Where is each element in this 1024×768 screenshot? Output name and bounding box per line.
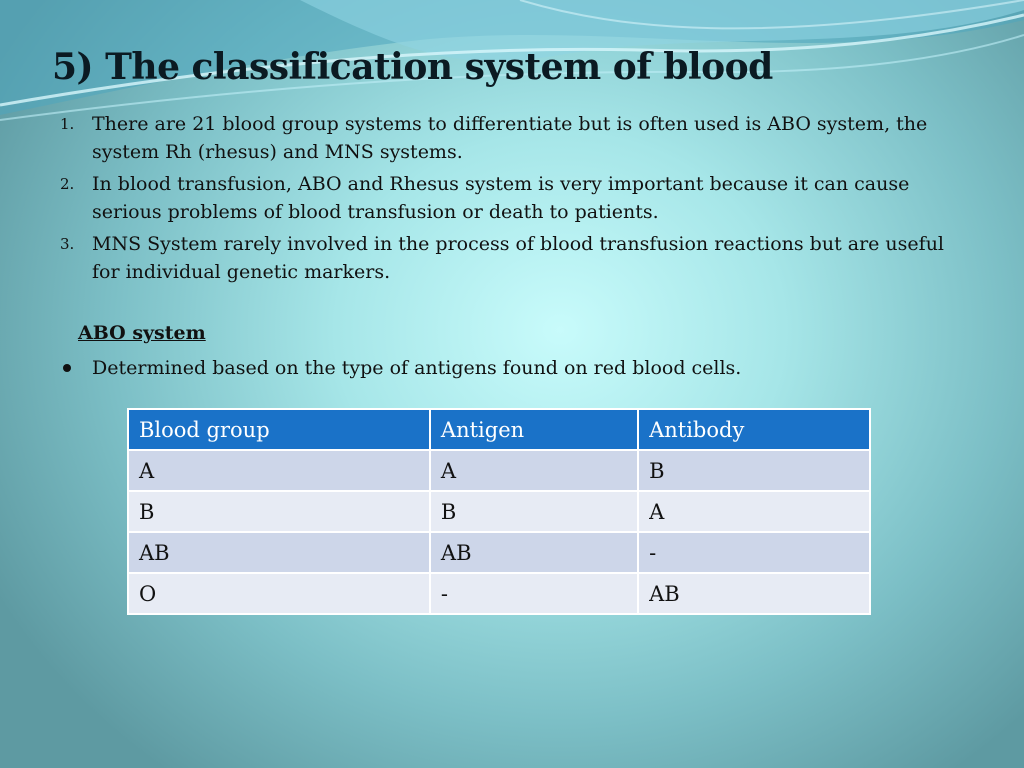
table-row [128,573,870,614]
bullet-item [60,354,972,382]
abo-system-heading: ABO system [78,322,206,344]
header-antigen: Antigen [430,409,638,450]
list-text: MNS System rarely involved in the process of blood transfusion reactions but are useful for individual genetic markers. [92,233,945,283]
cell-antigen: A [430,450,638,491]
numbered-list [60,110,950,290]
cell-blood-group: AB [128,532,430,573]
cell-antigen: AB [430,532,638,573]
slide-title: 5) The classification system of blood [52,46,773,88]
blood-group-table [127,408,871,615]
list-text: In blood transfusion, ABO and Rhesus system is very important because it can cause serious problems of blood transfusion or death to patients. [92,173,910,223]
cell-antibody: AB [638,573,870,614]
list-number: 3. [60,235,75,253]
cell-antigen: - [430,573,638,614]
header-antibody: Antibody [638,409,870,450]
bullet-dot-icon [63,364,71,372]
bullet-text: Determined based on the type of antigens found on red blood cells. [92,357,742,379]
list-item [60,170,950,226]
table-row [128,491,870,532]
cell-blood-group: A [128,450,430,491]
cell-antibody: - [638,532,870,573]
table-row [128,450,870,491]
table-header-row [128,409,870,450]
header-blood-group: Blood group [128,409,430,450]
list-item [60,230,950,286]
cell-antigen: B [430,491,638,532]
cell-antibody: B [638,450,870,491]
list-text: There are 21 blood group systems to differentiate but is often used is ABO system, the system Rh (rhesus) and MNS systems. [92,113,928,163]
cell-blood-group: O [128,573,430,614]
list-item [60,110,950,166]
list-number: 2. [60,175,75,193]
cell-blood-group: B [128,491,430,532]
cell-antibody: A [638,491,870,532]
list-number: 1. [60,115,75,133]
table-row [128,532,870,573]
